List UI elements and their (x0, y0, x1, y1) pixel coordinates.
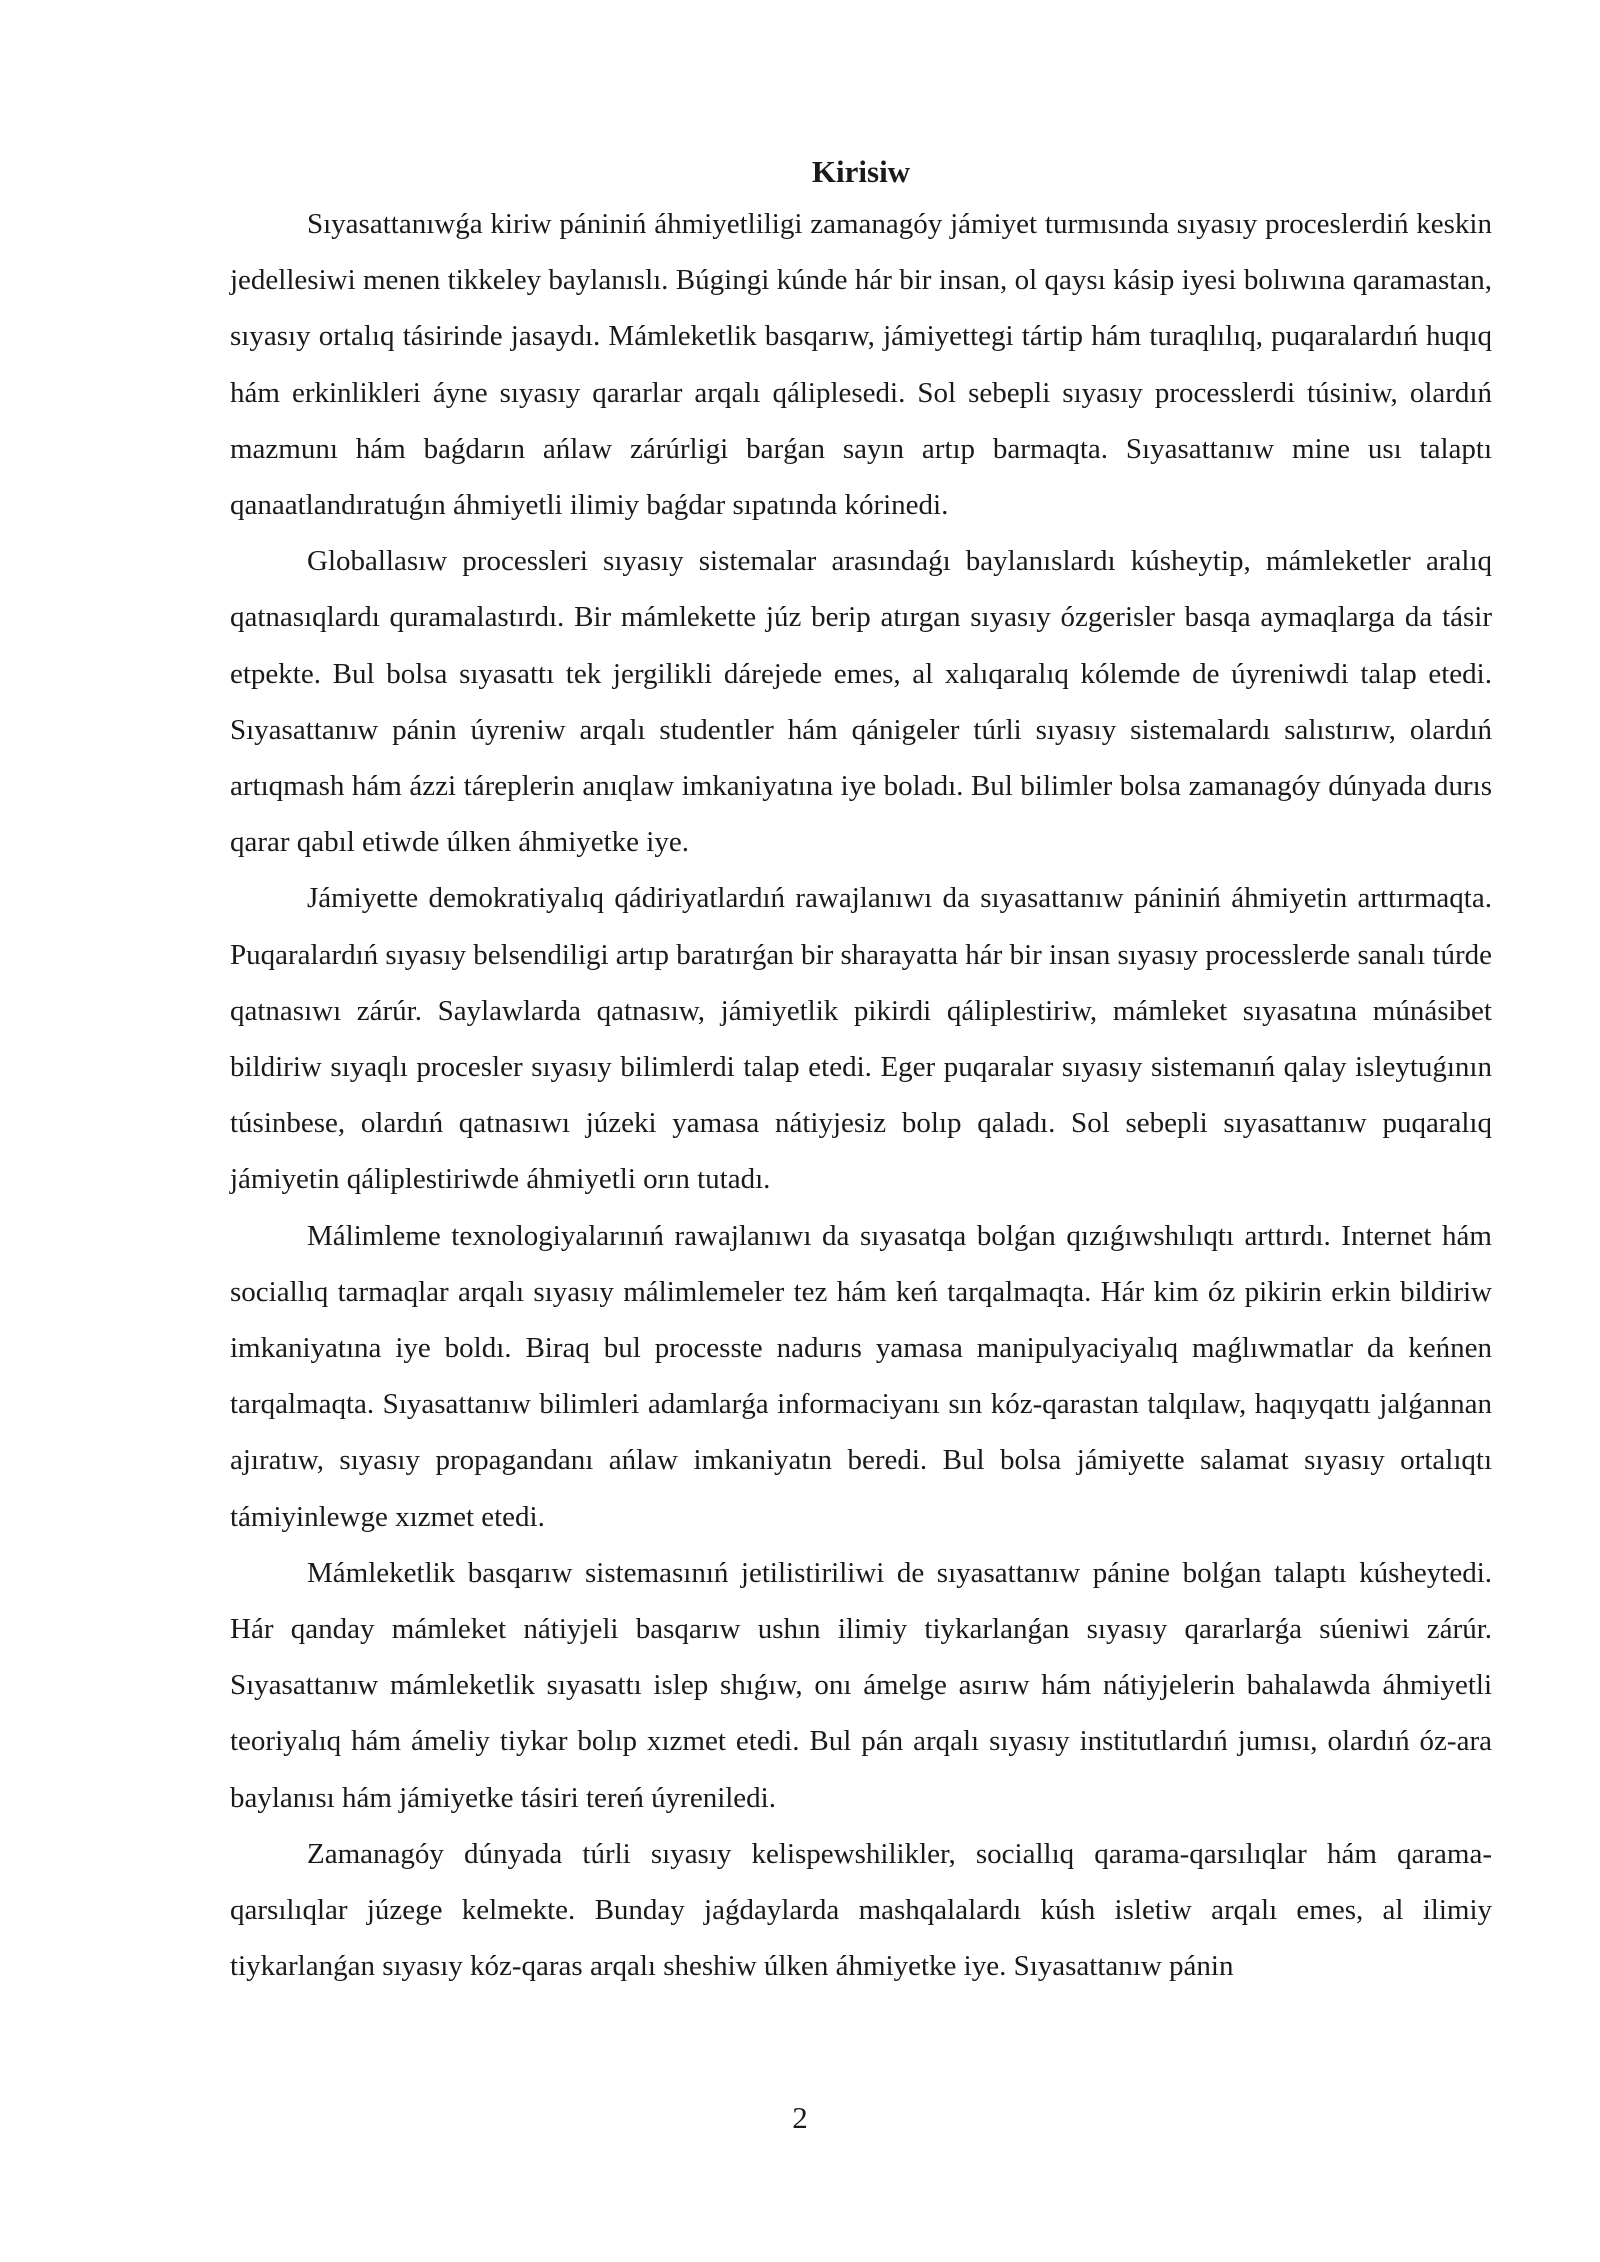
paragraph: Málimleme texnologiyalarınıń rawajlanıwı da sıyasatqa bolǵan qızıǵıwshılıqtı arttırdı. Internet hám sociallıq tarmaqlar arqalı sıyasıy málimlemeler tez hám keń tarqalmaqta. Hár kim óz pikirin erkin bildiriw imkaniyatına iye boldı. Biraq bul processte nadurıs yamasa manipulyaciyalıq maǵlıwmatlar da keńnen tarqalmaqta. Sıyasattanıw bilimleri adamlarǵa informaciyanı sın kóz-qarastan talqılaw, haqıyqattı jalǵannan ajıratıw, sıyasıy propagandanı ańlaw imkaniyatın beredi. Bul bolsa jámiyette salamat sıyasıy ortalıqtı támiyinlewge xızmet etedi. (230, 1219, 1492, 1533)
paragraph: Jámiyette demokratiyalıq qádiriyatlardıń rawajlanıwı da sıyasattanıw pániniń áhmiyetin arttırmaqta. Puqaralardıń sıyasıy belsendiligi artıp baratırǵan bir sharayatta hár bir insan sıyasıy processlerde sanalı túrde qatnasıwı zárúr. Saylawlarda qatnasıw, jámiyetlik pikirdi qáliplestiriw, mámleket sıyasatına múnásibet bildiriw sıyaqlı procesler sıyasıy bilimlerdi talap etedi. Eger puqaralar sıyasıy sistemanıń qalay isleytuǵının túsinbese, olardıń qatnasıwı júzeki yamasa nátiyjesiz bolıp qaladı. Sol sebepli sıyasattanıw puqaralıq jámiyetin qáliplestiriwde áhmiyetli orın tutadı. (230, 882, 1492, 1196)
page-number: 2 (792, 2100, 808, 2135)
page-title: Kirisiw (811, 154, 911, 189)
paragraph: Globallasıw processleri sıyasıy sistemalar arasındaǵı baylanıslardı kúsheytip, mámleketler aralıq qatnasıqlardı quramalastırdı. Bir mámlekette júz berip atırgan sıyasıy ózgerisler basqa aymaqlarga da tásir etpekte. Bul bolsa sıyasattı tek jergilikli dárejede emes, al xalıqaralıq kólemde de úyreniwdi talap etedi. Sıyasattanıw pánin úyreniw arqalı studentler hám qánigeler túrli sıyasıy sistemalardı salıstırıw, olardıń artıqmash hám ázzi táreplerin anıqlaw imkaniyatına iye boladı. Bul bilimler bolsa zamanagóy dúnyada durıs qarar qabıl etiwde úlken áhmiyetke iye. (230, 545, 1492, 859)
paragraph: Mámleketlik basqarıw sistemasınıń jetilistiriliwi de sıyasattanıw pánine bolǵan talaptı kúsheytedi. Hár qanday mámleket nátiyjeli basqarıw ushın ilimiy tiykarlanǵan sıyasıy qararlarǵa súeniwi zárúr. Sıyasattanıw mámleketlik sıyasattı islep shıǵıw, onı ámelge asırıw hám nátiyjelerin bahalawda áhmiyetli teoriyalıq hám ámeliy tiykar bolıp xızmet etedi. Bul pán arqalı sıyasıy institutlardıń jumısı, olardıń óz-ara baylanısı hám jámiyetke tásiri tereń úyreniledi. (230, 1556, 1492, 1814)
paragraph: Zamanagóy dúnyada túrli sıyasıy kelispewshilikler, sociallıq qarama-qarsılıqlar hám qarama-qarsılıqlar júzege kelmekte. Bunday jaǵdaylarda mashqalalardı kúsh isletiw arqalı emes, al ilimiy tiykarlanǵan sıyasıy kóz-qaras arqalı sheshiw úlken áhmiyetke iye. Sıyasattanıw pánin (230, 1837, 1492, 1983)
page-content (230, 148, 1492, 1995)
paragraph: Sıyasattanıwǵa kiriw pániniń áhmiyetliligi zamanagóy jámiyet turmısında sıyasıy proceslerdiń keskin jedellesiwi menen tikkeley baylanıslı. Búgingi kúnde hár bir insan, ol qaysı kásip iyesi bolıwına qaramastan, sıyasıy ortalıq tásirinde jasaydı. Mámleketlik basqarıw, jámiyettegi tártip hám turaqlılıq, puqaralardıń huqıq hám erkinlikleri áyne sıyasıy qararlar arqalı qáliplesedi. Sol sebepli sıyasıy processlerdi túsiniw, olardıń mazmunı hám baǵdarın ańlaw zárúrligi barǵan sayın artıp barmaqta. Sıyasattanıw mine usı talaptı qanaatlandıratuǵın áhmiyetli ilimiy baǵdar sıpatında kórinedi. (230, 208, 1492, 522)
